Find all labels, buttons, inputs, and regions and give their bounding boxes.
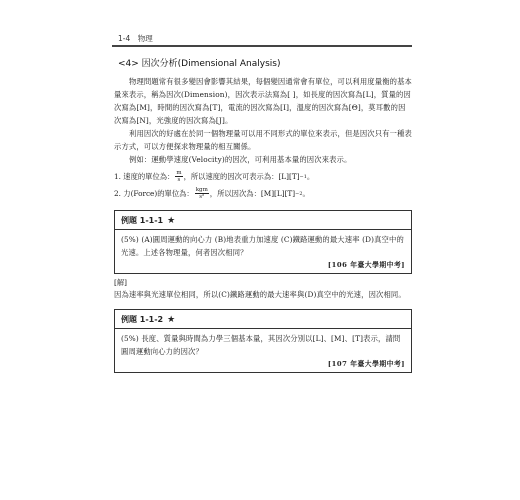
force-exponent: −2 [295, 190, 303, 197]
section-title: <4> 因次分析(Dimensional Analysis) [118, 59, 281, 69]
example-intro: 例如：運動學速度(Velocity)的因次，可利用基本量的因次來表示。 [129, 155, 352, 164]
example-box-1-1-2 [114, 309, 412, 373]
fraction-numerator: kgm [195, 187, 208, 193]
paragraph-dimension-benefit: 利用因次的好處在於同一個物理量可以用不同形式的單位來表示，但是因次只有一種表示方式，可以方便探求物理量的相互關係。 [114, 129, 412, 151]
force-suffix: ，所以因次為：[M][L][T] [209, 188, 296, 198]
example-box-1-1-1 [114, 210, 412, 274]
solution-label: [解] [114, 278, 127, 287]
exam-source: [107 年臺大學期中考] [327, 360, 405, 368]
example-divider [115, 229, 411, 230]
exam-source: [106 年臺大學期中考] [327, 261, 405, 269]
header-rule [112, 45, 412, 47]
velocity-exponent: −1 [299, 173, 307, 180]
page-content [114, 54, 412, 373]
example-heading [121, 215, 405, 226]
force-end: 。 [302, 188, 310, 198]
star-icon: ★ [167, 314, 176, 325]
paragraph-dimension-definition: 物理問題常有很多變因會影響其結果，每個變因通常會有單位，可以利用度量衡的基本量來表示，稱為因次(Dimension)，因次表示法寫為[ ]，如長度的因次寫為[L]，質量的因次寫為[M]，時間的因次寫為[T]，電流的因次寫為[I]，溫度的因次寫為[Θ]，莫耳數的因次寫為[N]，光強度的因次寫為[J]。 [114, 77, 412, 125]
solution-text: 因為速率與光速單位相同，所以(C)鐵路運動的最大速率與(D)真空中的光速，因次相同。 [114, 290, 406, 299]
page-header: 1-4 物理 [118, 34, 153, 43]
example-question: (5%) 長度、質量與時間為力學三個基本量，其因次分別以[L]、[M]、[T]表示，請問圓周運動向心力的因次？ [121, 334, 401, 356]
list-item-force [114, 187, 412, 200]
star-icon: ★ [167, 215, 176, 226]
velocity-unit-fraction [175, 170, 182, 183]
example-question: (5%) (A)圓周運動的向心力 (B)地表重力加速度 (C)鐵路運動的最大速率 (D)真空中的光速。上述各物理量，何者因次相同？ [121, 235, 404, 257]
fraction-numerator: m [176, 170, 182, 176]
velocity-end: 。 [306, 171, 315, 181]
example-heading [121, 314, 405, 325]
fraction-denominator: s² [199, 194, 205, 200]
example-title: 例題 1-1-1 [121, 216, 164, 225]
example-title: 例題 1-1-2 [121, 315, 164, 324]
list-item-velocity [114, 170, 412, 183]
force-unit-fraction [195, 187, 209, 200]
velocity-suffix: ，所以速度的因次可表示為：[L][T] [183, 171, 300, 181]
example-divider [115, 328, 411, 329]
fraction-denominator: s [177, 177, 181, 183]
force-prefix: 2. 力(Force)的單位為： [114, 188, 194, 198]
velocity-prefix: 1. 速度的單位為： [114, 171, 175, 181]
